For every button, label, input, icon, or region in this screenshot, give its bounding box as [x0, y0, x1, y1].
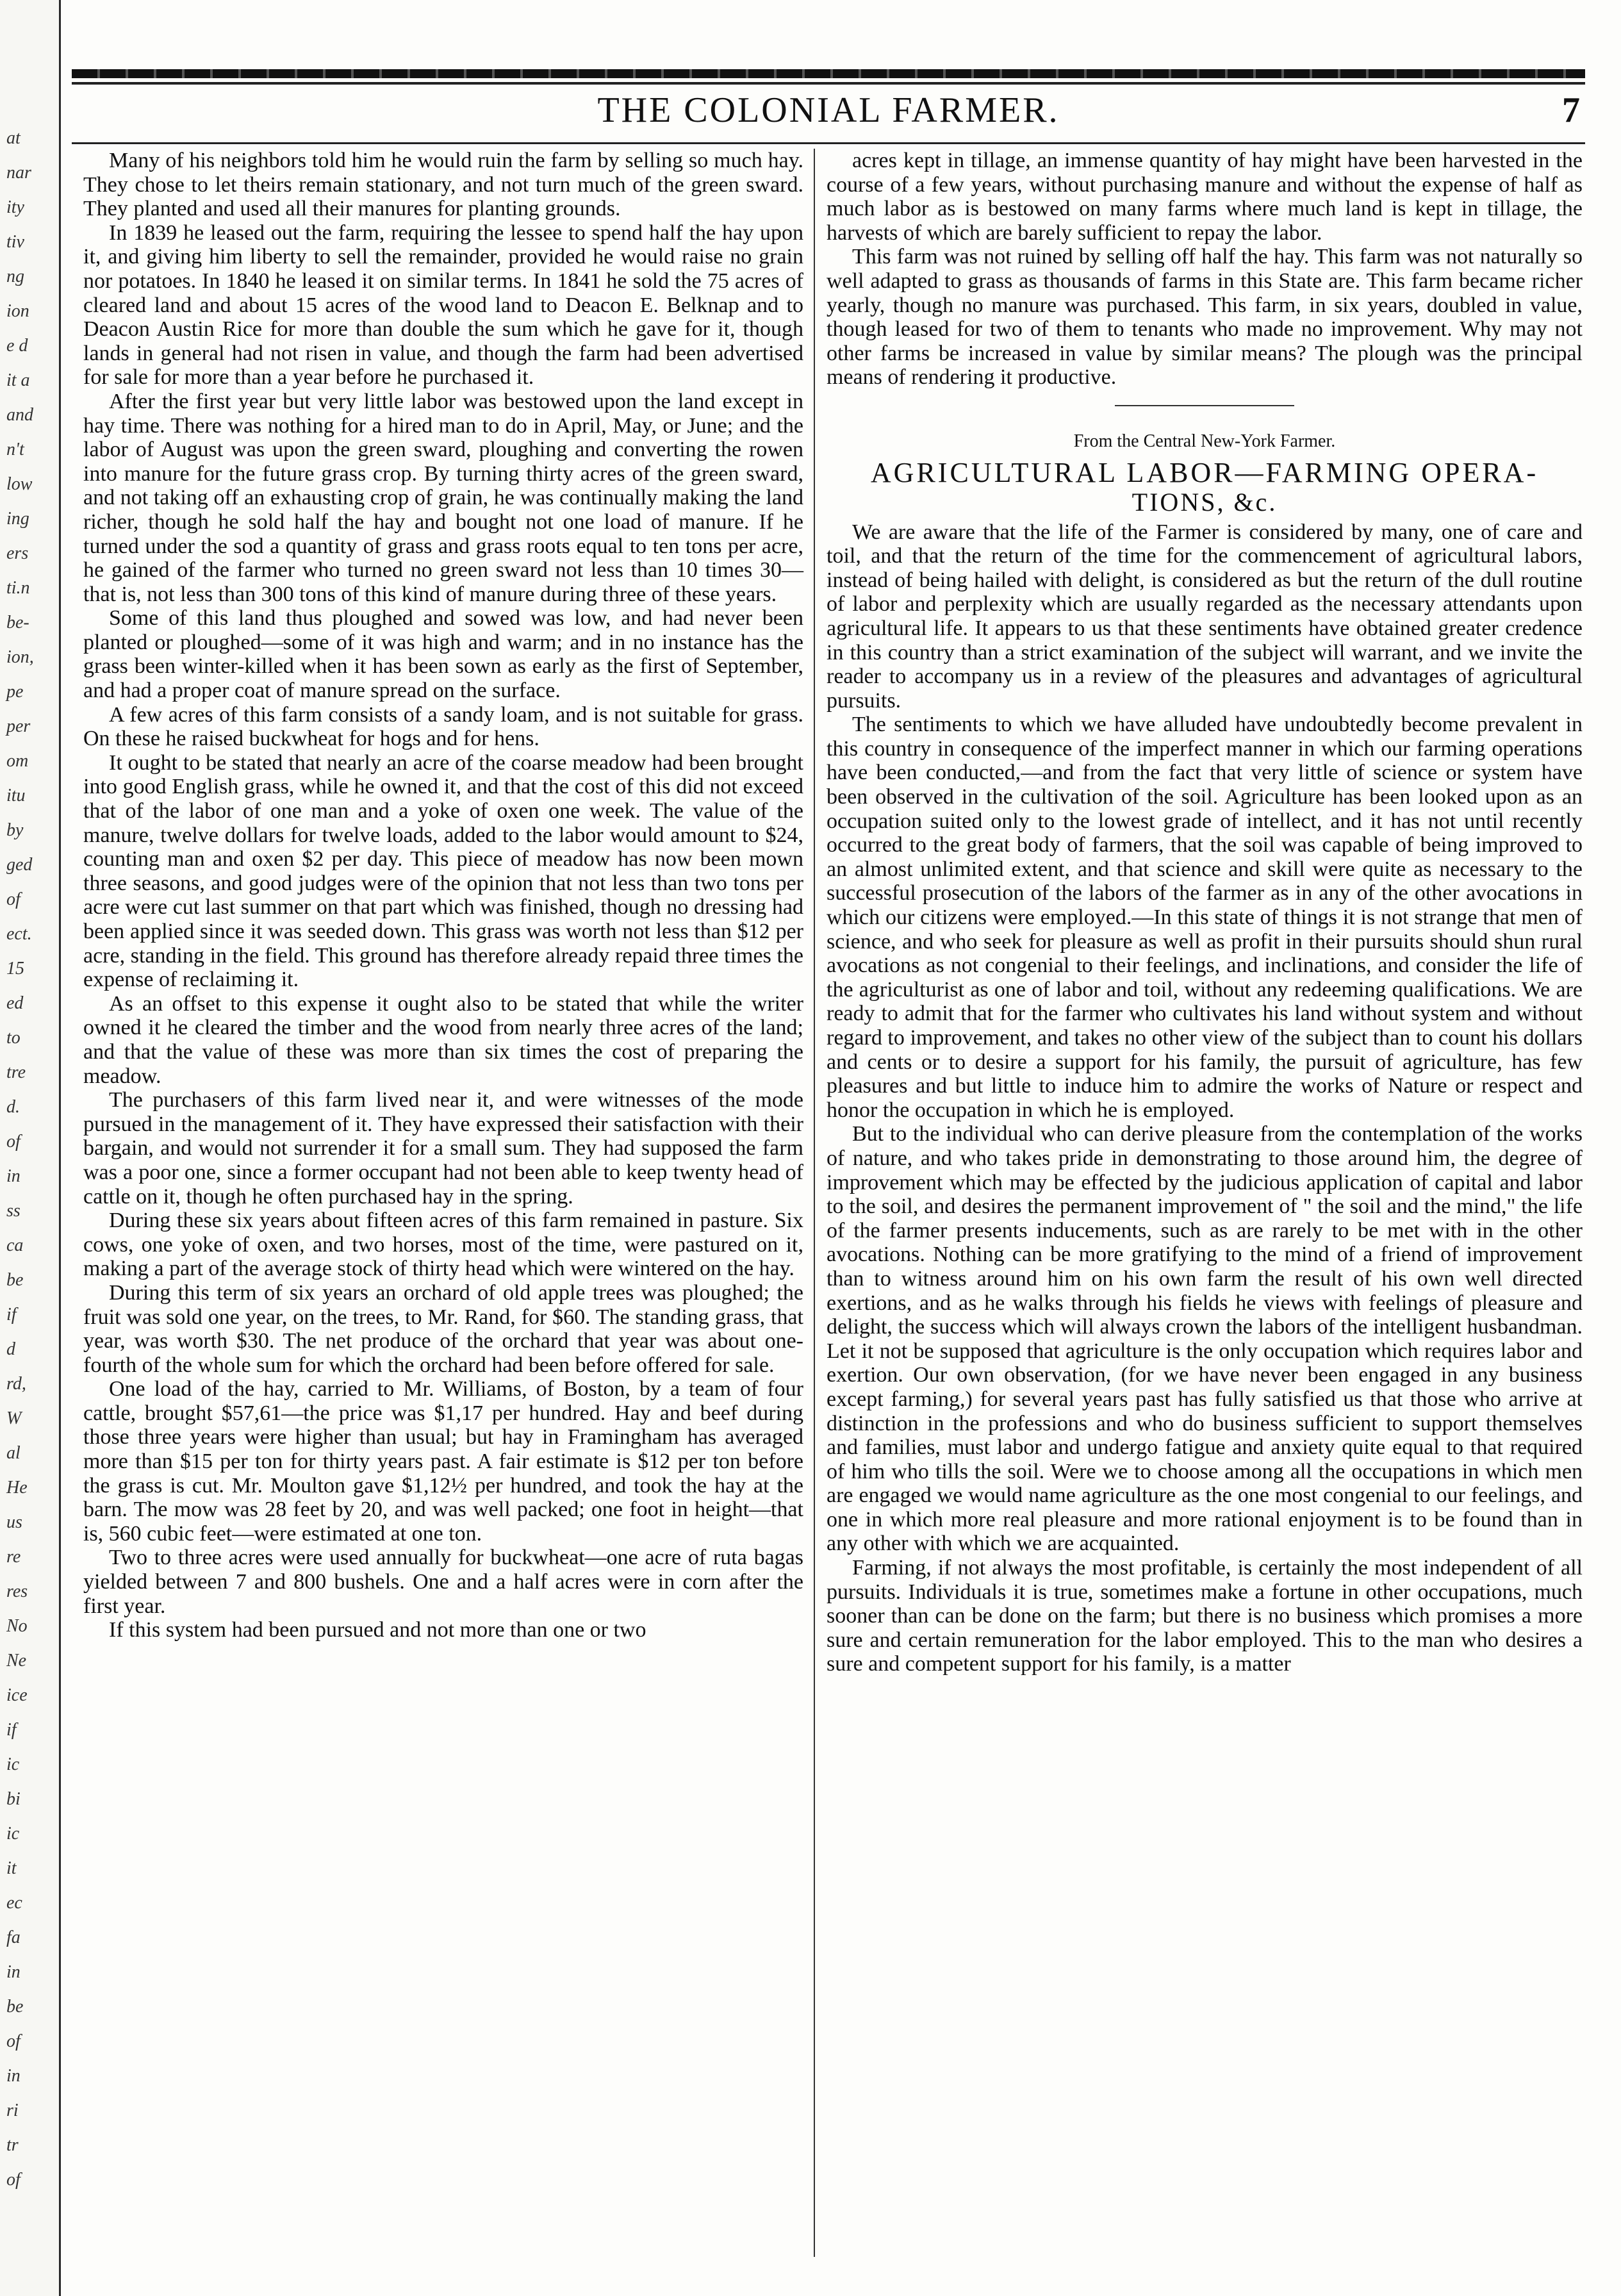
gutter-text-fragment: ss [6, 1201, 21, 1221]
left-column-paragraph: One load of the hay, carried to Mr. Williams, of Boston, by a team of four cattle, brought $57,61—the price was $1,17 per hundred. Hay and beef during those three years were higher than usual; but hay in Framingham has averaged more than $15 per ton for thirty years past. A fair estimate is $12 per ton before the grass is cut. Mr. Moulton gave $1,12½ per hundred, and took the hay at the barn. The mow was 28 feet by 20, and was well packed; one foot in height—that is, 560 cubic feet—were estimated at one ton. [83, 1377, 803, 1546]
gutter-text-fragment: of [6, 1132, 21, 1152]
left-column-paragraph: During these six years about fifteen acres of this farm remained in pasture. Six cows, one yoke of oxen, and two horses, most of the time, were pastured on it, making a part of the average stock of thirty head which were wintered on the hay. [83, 1209, 803, 1281]
left-column [83, 149, 803, 1642]
article-headline: AGRICULTURAL LABOR—FARMING OPERA- [870, 456, 1539, 488]
gutter-text-fragment: be [6, 1270, 24, 1290]
gutter-text-fragment: ing [6, 509, 29, 529]
gutter-text-fragment: ed [6, 993, 24, 1013]
gutter-text-fragment: res [6, 1582, 28, 1601]
left-column-paragraph: A few acres of this farm consists of a sandy loam, and is not suitable for grass. On these he raised buckwheat for hogs and for hens. [83, 702, 803, 751]
gutter-text-fragment: to [6, 1028, 21, 1048]
article-paragraph: But to the individual who can derive pleasure from the contemplation of the works of nature, and who takes pride in demonstrating to those around him, the degree of improvement which may be effected by the judicious application of capital and labor to the soil, and desires the permanent improvement of " the soil and the mind," the life of the farmer presents inducements, such as are rarely to be met with in the other avocations. Nothing can be more gratifying to the mind of a friend of improvement than to witness around him on his own farm the result of his own well directed exertions, and as he walks through his fields he views with feelings of pleasure and delight, the success which will always crown the labors of the intelligent husbandman. Let it not be supposed that agriculture is the only occupation which requires labor and exertion. Our own observation, (for we have never been engaged in any business except farming,) for several years past has fully satisfied us that those who arrive at distinction in the professions and who do business sufficient to support themselves and families, must labor and undergo fatigue and anxiety quite equal to that required of him who tills the soil. Were we to choose among all the occupations in which men are engaged we would name agriculture as the one most congenial to our feelings, and one in which more real pleasure and more rational enjoyment is to be found than in any other with which we are acquainted. [827, 1122, 1583, 1556]
article-headline-continuation: TIONS, &c. [1131, 487, 1278, 516]
gutter-text-fragment: ec [6, 1893, 22, 1913]
gutter-text-fragment: Ne [6, 1651, 27, 1671]
page-header [72, 88, 1585, 140]
article-paragraph: We are aware that the life of the Farmer is considered by many, one of care and toil, and that the return of the time for the commencement of agricultural labors, instead of being hailed with delight, is considered as but the return of the dull routine of labor and perplexity which are usually regarded as the necessary attendants upon agricultural life. It appears to us that these sentiments have obtained greater credence in this country than a strict examination of the subject will warrant, and we invite the reader to accompany us in a review of the pleasures and advantages of agricultural pursuits. [827, 520, 1583, 713]
gutter-text-fragment: of [6, 2170, 21, 2190]
header-rule [72, 82, 1585, 85]
gutter-text-fragment: d. [6, 1097, 20, 1117]
gutter-text-fragment: if [6, 1305, 17, 1325]
gutter-text-fragment: No [6, 1616, 28, 1636]
gutter-text-fragment: rd, [6, 1374, 26, 1394]
left-column-paragraph: It ought to be stated that nearly an acre of the coarse meadow had been brought into good English grass, while he owned it, and that the cost of this did not exceed that of the labor of one man and a yoke of oxen one week. The value of the manure, twelve dollars for twelve loads, added to the labor would amount to $24, counting man and oxen $2 per day. This piece of meadow has now been mown three seasons, and good judges were of the opinion that not less than two tons per acre were cut last summer on that part which was finished, though no dressing had been applied since it was seeded down. This grass was worth not less than $12 per acre, standing in the field. This ground has therefore already repaid three times the expense of reclaiming it. [83, 750, 803, 992]
gutter-text-fragment: W [6, 1408, 22, 1428]
gutter-text-fragment: ion, [6, 647, 34, 667]
article-body [827, 520, 1583, 1677]
gutter-text-fragment: nar [6, 163, 31, 183]
gutter-text-fragment: be- [6, 613, 29, 632]
gutter-text-fragment: ers [6, 543, 29, 563]
article-paragraph: Farming, if not always the most profitable, is certainly the most independent of all pursuits. Individuals it is true, sometimes make a fortune in other occupations, much sooner than can be done on the farm; but there is no business which promises a more sure and certain remuneration for the labor employed. This to the man who desires a sure and competent support for his family, is a matter [827, 1556, 1583, 1676]
gutter-text-fragment: per [6, 716, 31, 736]
left-column-paragraph: Two to three acres were used annually for buckwheat—one acre of ruta bagas yielded between 7 and 800 bushels. One and a half acres were in corn after the first year. [83, 1546, 803, 1618]
gutter-text-fragment: in [6, 1166, 21, 1186]
gutter-text-fragment: ity [6, 197, 24, 217]
section-separator [1115, 405, 1294, 406]
left-column-paragraph: If this system had been pursued and not more than one or two [109, 1618, 646, 1642]
gutter-text-fragment: ice [6, 1685, 28, 1705]
gutter-text-fragment: pe [6, 682, 24, 702]
left-column-paragraph: After the first year but very little labor was bestowed upon the land except in hay time. There was nothing for a hired man to do in April, May, or June; and the labor of August was upon the green sward, ploughing and converting the rowen into manure for the future grass crop. By turning thirty acres of the green sward, and not taking off an exhausting crop of grain, he was continually making the land richer, though he sold half the hay and bought not one load of manure. If he turned under the sod a quantity of grass and grass roots equal to ten tons per acre, he gained of the farmer who turned no green sward not less than 10 times 30—that is, not less than 300 tons of this kind of manure during three of these years. [83, 389, 803, 606]
gutter-text-fragment: if [6, 1720, 17, 1740]
adjacent-page-gutter [0, 0, 61, 2296]
column-divider [814, 149, 815, 2257]
right-column-paragraph: This farm was not ruined by selling off half the hay. This farm was not naturally so well adapted to grass as thousands of farms in this State are. This farm became richer yearly, though no manure was purchased. This farm, in six years, doubled in value, though leased for two of them to tenants who made no improvement. Why may not other farms be increased in value by similar means? The plough was the principal means of rendering it productive. [827, 245, 1583, 390]
gutter-text-fragment: of [6, 2031, 21, 2051]
gutter-text-fragment: fa [6, 1928, 21, 1947]
gutter-text-fragment: ic [6, 1755, 20, 1774]
gutter-text-fragment: ti.n [6, 578, 30, 598]
gutter-text-fragment: low [6, 474, 33, 494]
left-column-paragraph: During this term of six years an orchard of old apple trees was ploughed; the fruit was sold one year, on the trees, to Mr. Rand, for $60. The standing grass, that year, was worth $30. The net produce of the orchard that year was about one-fourth of the whole sum for which the orchard had been before offered for sale. [83, 1280, 803, 1377]
gutter-text-fragment: us [6, 1512, 22, 1532]
left-column-paragraph: Some of this land thus ploughed and sowed was low, and had never been planted or ploughed—some of it was high and warm; and in no instance has the grass been winter-killed when it has been sown as early as the first of September, and had a proper coat of manure spread on the surface. [83, 606, 803, 703]
gutter-text-fragment: of [6, 889, 21, 909]
left-column-paragraph: As an offset to this expense it ought also to be stated that while the writer owned it he cleared the timber and the wood from nearly three acres of the land; and that the value of these was more than six times the cost of preparing the meadow. [83, 991, 803, 1088]
article-source: From the Central New-York Farmer. [1073, 431, 1336, 451]
gutter-text-fragment: in [6, 1962, 21, 1982]
page-number: 7 [1562, 90, 1580, 130]
gutter-text-fragment: tiv [6, 232, 24, 252]
gutter-text-fragment: in [6, 2066, 21, 2086]
gutter-text-fragment: and [6, 405, 33, 425]
gutter-text-fragment: d [6, 1339, 15, 1359]
left-column-paragraph: In 1839 he leased out the farm, requiring the lessee to spend half the hay upon it, and giving him liberty to sell the remainder, provided he would raise no grain nor potatoes. In 1840 he leased it on similar terms. In 1841 he sold the 75 acres of cleared land and about 15 acres of the wood land to Deacon E. Belknap and to Deacon Austin Rice for more than double the sum which he gave for it, though lands in general had not risen in value, and though the farm had been advertised for sale for more than a year before he purchased it. [83, 220, 803, 390]
gutter-text-fragment: ion [6, 301, 29, 321]
gutter-text-fragment: e d [6, 336, 28, 356]
article-paragraph: The sentiments to which we have alluded have undoubtedly become prevalent in this country in consequence of the imperfect manner in which our farming operations have been conducted,—and from the fact that very little of science or system have been observed in the cultivation of the soil. Agriculture has been looked upon as an occupation suited only to the lowest grade of intellect, and it has not until recently occurred to the great body of farmers, that the soil was capable of being improved to an almost unlimited extent, and that science and skill were quite as necessary to the successful prosecution of the labors of the farmer as in any of the other avocations in which our citizens were employed.—In this state of things it is not strange that men of science, and who seek for pleasure as well as profit in their pursuits should shun rural avocations as not congenial to their feelings, and inclinations, and consider the life of the agriculturist as one of labor and toil, without any redeeming qualifications. We are ready to admit that for the farmer who cultivates his land without system and without regard to improvement, and takes no other view of the subject than to count his dollars and cents or to desire a support for his family, the pursuit of agriculture, has few pleasures and but little to induce him to admire the works of Nature or respect and honor the occupation in which he is employed. [827, 713, 1583, 1122]
left-column-paragraph: Many of his neighbors told him he would ruin the farm by selling so much hay. They chose to let theirs remain stationary, and not turn much of the green sward. They planted and used all their manures for planting grounds. [83, 149, 803, 221]
gutter-text-fragment: re [6, 1547, 21, 1567]
gutter-text-fragment: om [6, 751, 29, 771]
gutter-text-fragment: ged [6, 855, 33, 875]
header-bottom-rule [72, 142, 1585, 144]
gutter-text-fragment: by [6, 820, 24, 840]
gutter-text-fragment: be [6, 1997, 24, 2017]
gutter-text-fragment: ect. [6, 924, 32, 944]
gutter-text-fragment: ri [6, 2101, 19, 2120]
gutter-text-fragment: tr [6, 2135, 19, 2155]
gutter-text-fragment: He [6, 1478, 28, 1498]
gutter-text-fragment: bi [6, 1789, 21, 1809]
gutter-text-fragment: n't [6, 440, 24, 459]
gutter-text-fragment: al [6, 1443, 21, 1463]
right-column-continuation [827, 149, 1583, 390]
gutter-text-fragment: ca [6, 1235, 24, 1255]
gutter-text-fragment: ng [6, 267, 24, 286]
gutter-text-fragment: at [6, 128, 21, 148]
newspaper-title: THE COLONIAL FARMER. [597, 90, 1060, 130]
gutter-text-fragment: tre [6, 1062, 26, 1082]
gutter-text-fragment: 15 [6, 959, 24, 979]
left-column-paragraph: The purchasers of this farm lived near it, and were witnesses of the mode pursued in the management of it. They have expressed their satisfaction with their bargain, and would not surrender it for a small sum. They had supposed the farm was a poor one, since a former occupant had not been able to keep twenty head of cattle on it, though he often purchased hay in the spring. [83, 1088, 803, 1209]
header-ornamental-rule [72, 69, 1585, 78]
gutter-text-fragment: it [6, 1858, 17, 1878]
gutter-text-fragment: itu [6, 786, 26, 805]
gutter-text-fragment: ic [6, 1824, 20, 1844]
right-column-paragraph: acres kept in tillage, an immense quantity of hay might have been harvested in the course of a few years, without purchasing manure and without the expense of half as much labor as is bestowed on many farms where much land is kept in tillage, the harvests of which are barely sufficient to repay the labor. [827, 149, 1583, 245]
right-column [827, 149, 1583, 1676]
gutter-text-fragment: it a [6, 370, 30, 390]
